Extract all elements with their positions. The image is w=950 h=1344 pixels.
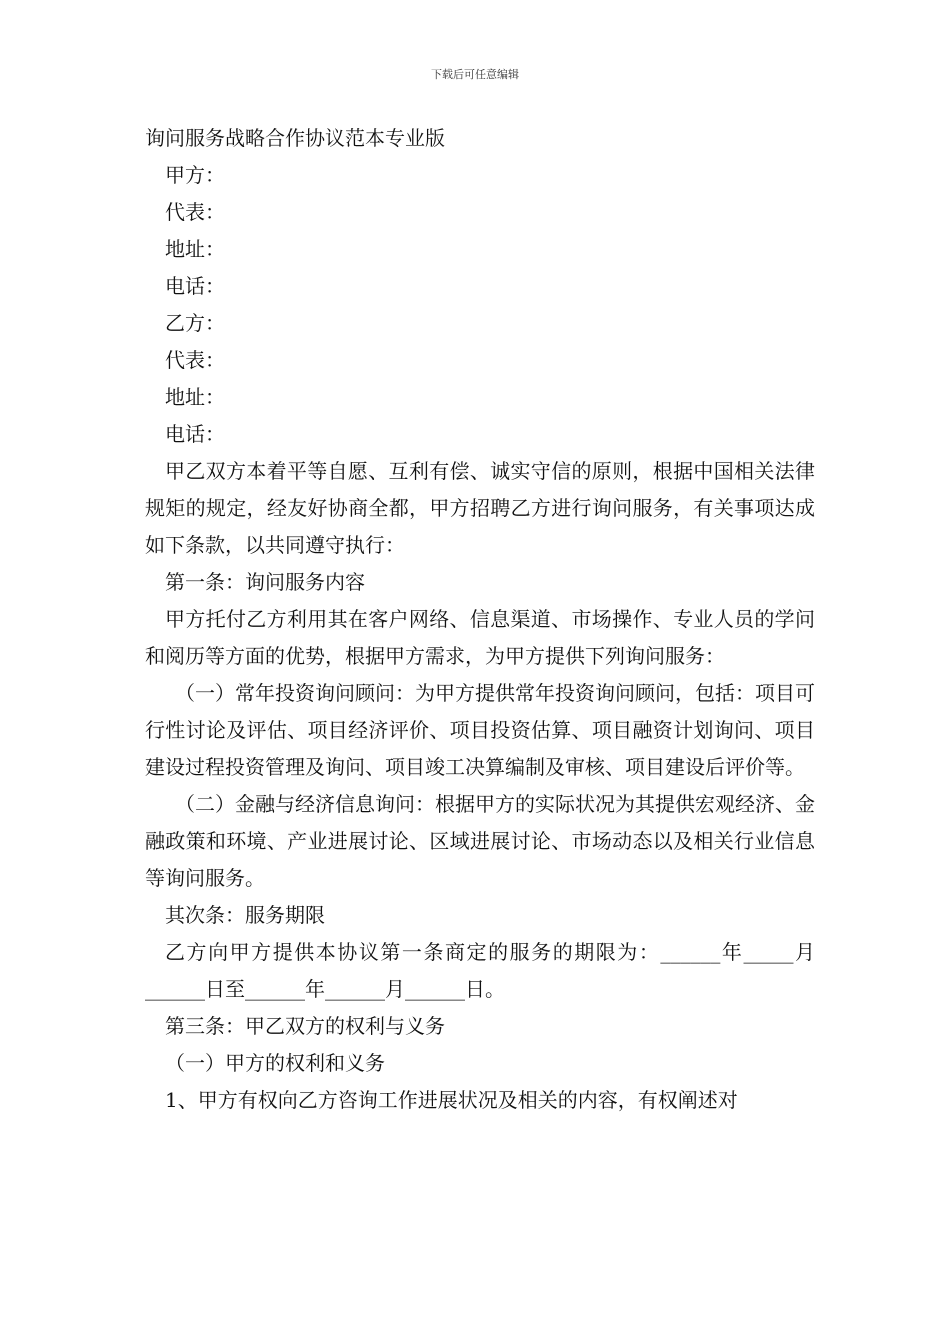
party-b-label: 乙方： <box>165 311 225 335</box>
document-body <box>145 120 815 1119</box>
article-3-subheading-1: （一）甲方的权利和义务 <box>165 1051 385 1075</box>
article-2-paragraph: 乙方向甲方提供本协议第一条商定的服务的期限为：______年_____月______日至______年______月______日。 <box>145 940 815 1001</box>
document-title: 询问服务战略合作协议范本专业版 <box>145 126 445 150</box>
article-1-item-1: （一）常年投资询问顾问：为甲方提供常年投资询问顾问，包括：项目可行性讨论及评估、项目经济评价、项目投资估算、项目融资计划询问、项目建设过程投资管理及询问、项目竣工决算编制及审核、项目建设后评价等。 <box>145 681 815 779</box>
party-a-phone: 电话： <box>165 274 225 298</box>
party-a-representative: 代表： <box>165 200 225 224</box>
party-b-representative: 代表： <box>165 348 225 372</box>
article-3-item-1: 1、甲方有权向乙方咨询工作进展状况及相关的内容，有权阐述对 <box>165 1088 738 1112</box>
party-a-label: 甲方： <box>165 163 225 187</box>
party-b-address: 地址： <box>165 385 225 409</box>
article-2-heading: 其次条：服务期限 <box>165 903 325 927</box>
article-1-paragraph: 甲方托付乙方利用其在客户网络、信息渠道、市场操作、专业人员的学问和阅历等方面的优势，根据甲方需求，为甲方提供下列询问服务： <box>145 607 815 668</box>
page-header: 下载后可任意编辑 <box>431 68 519 81</box>
article-1-item-2: （二）金融与经济信息询问：根据甲方的实际状况为其提供宏观经济、金融政策和环境、产业进展讨论、区域进展讨论、市场动态以及相关行业信息等询问服务。 <box>145 792 815 890</box>
article-1-heading: 第一条：询问服务内容 <box>165 570 365 594</box>
party-b-phone: 电话： <box>165 422 225 446</box>
intro-paragraph: 甲乙双方本着平等自愿、互利有偿、诚实守信的原则，根据中国相关法律规矩的规定，经友好协商全都，甲方招聘乙方进行询问服务，有关事项达成如下条款，以共同遵守执行： <box>145 459 815 557</box>
article-3-heading: 第三条：甲乙双方的权利与义务 <box>165 1014 445 1038</box>
party-a-address: 地址： <box>165 237 225 261</box>
